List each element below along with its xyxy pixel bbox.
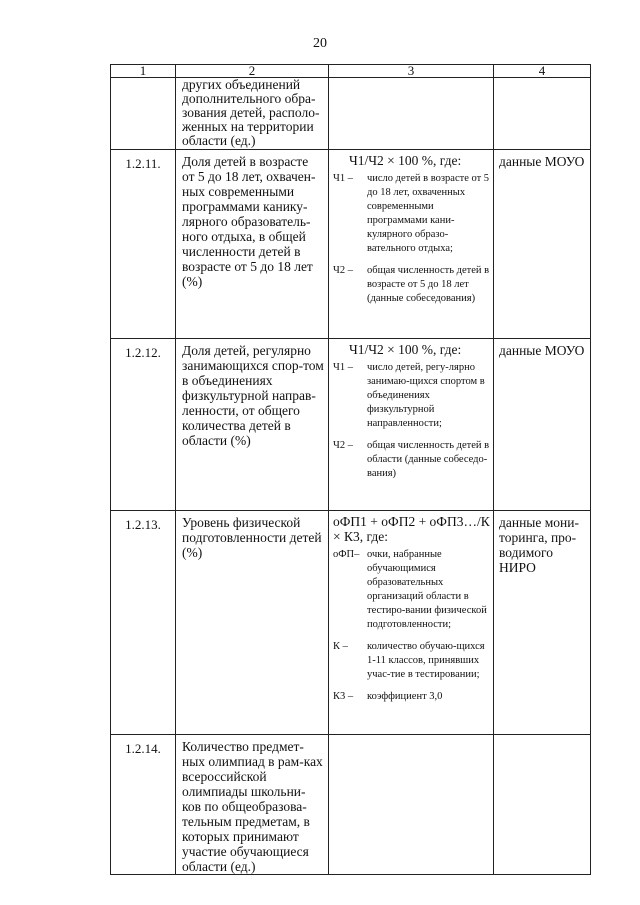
definition-item: [333, 172, 490, 256]
row-number: 1.2.12.: [111, 339, 176, 511]
definition-text: число детей в возрасте от 5 до 18 лет, охваченных современными программами кани-кулярного образо-вательного отдыха;: [367, 173, 490, 254]
formula-definitions: [333, 361, 490, 481]
definition-item: [333, 548, 490, 632]
source-cell: [494, 78, 591, 150]
definition-symbol: Ч1 –: [333, 362, 353, 373]
definition-symbol: К3 –: [333, 691, 354, 702]
definition-symbol: оФП–: [333, 549, 360, 560]
row-number: 1.2.13.: [111, 511, 176, 735]
definition-symbol: Ч2 –: [333, 440, 353, 451]
definition-text: общая численность детей в возрасте от 5 до 18 лет (данные собеседования): [367, 265, 490, 304]
table-row: [111, 339, 591, 511]
indicator-name: Доля детей, регулярно занимающихся спор-том в объединениях физкультурной направ-ленности, от общего количества детей в области (%): [176, 339, 329, 511]
data-source: данные МОУО: [494, 339, 591, 511]
definition-text: коэффициент 3,0: [367, 691, 443, 702]
formula-cell: [329, 150, 494, 339]
formula: оФП1 + оФП2 + оФП3…/К × К3, где:: [333, 514, 490, 544]
source-cell: [494, 735, 591, 875]
formula: Ч1/Ч2 × 100 %, где:: [349, 342, 462, 357]
formula-cell: [329, 78, 494, 150]
row-number: 1.2.11.: [111, 150, 176, 339]
table-row: [111, 511, 591, 735]
definition-text: число детей, регу-лярно занимаю-щихся спортом в объединениях физкультурной направленности;: [367, 362, 485, 429]
table-row: [111, 735, 591, 875]
definition-text: количество обучаю-щихся 1-11 классов, принявших учас-тие в тестировании;: [367, 641, 485, 680]
indicator-name: Уровень физической подготовленности детей (%): [176, 511, 329, 735]
formula-definitions: [333, 548, 490, 704]
indicator-name: других объединений дополнительного обра-зования детей, располо-женных на территории области (ед.): [176, 78, 329, 150]
formula-definitions: [333, 172, 490, 306]
definition-symbol: К –: [333, 641, 348, 652]
definition-text: общая численность детей в области (данные собеседо-вания): [367, 440, 490, 479]
definition-item: [333, 256, 490, 306]
definition-item: [333, 632, 490, 682]
row-number: 1.2.14.: [111, 735, 176, 875]
indicator-name: Количество предмет-ных олимпиад в рам-ках всероссийской олимпиады школьни-ков по общеобразова-тельным предметам, в которых принимают участие обучающиеся области (ед.): [176, 735, 329, 875]
formula: Ч1/Ч2 × 100 %, где:: [349, 153, 462, 168]
row-number-cell: [111, 78, 176, 150]
page-number: 20: [313, 36, 327, 51]
formula-cell: [329, 735, 494, 875]
definition-item: [333, 361, 490, 431]
definition-symbol: Ч1 –: [333, 173, 353, 184]
data-source: данные мони-торинга, про-водимого НИРО: [494, 511, 591, 735]
column-number-1: 1: [111, 65, 176, 78]
table-row: [111, 150, 591, 339]
continuation-row: [111, 78, 591, 150]
definition-symbol: Ч2 –: [333, 265, 353, 276]
formula-cell: [329, 339, 494, 511]
column-number-2: 2: [176, 65, 329, 78]
definition-item: [333, 682, 490, 704]
formula-cell: [329, 511, 494, 735]
definition-text: очки, набранные обучающимися образовательных организаций области в тестиро-вании физической подготовленности;: [367, 549, 487, 630]
column-number-3: 3: [329, 65, 494, 78]
column-number-row: [111, 65, 591, 78]
indicator-name: Доля детей в возрасте от 5 до 18 лет, охвачен-ных современными программами канику-лярного образователь-ного отдыха, в общей численности детей в возрасте от 5 до 18 лет (%): [176, 150, 329, 339]
column-number-4: 4: [494, 65, 591, 78]
definition-item: [333, 431, 490, 481]
indicator-table: [110, 64, 590, 875]
data-source: данные МОУО: [494, 150, 591, 339]
